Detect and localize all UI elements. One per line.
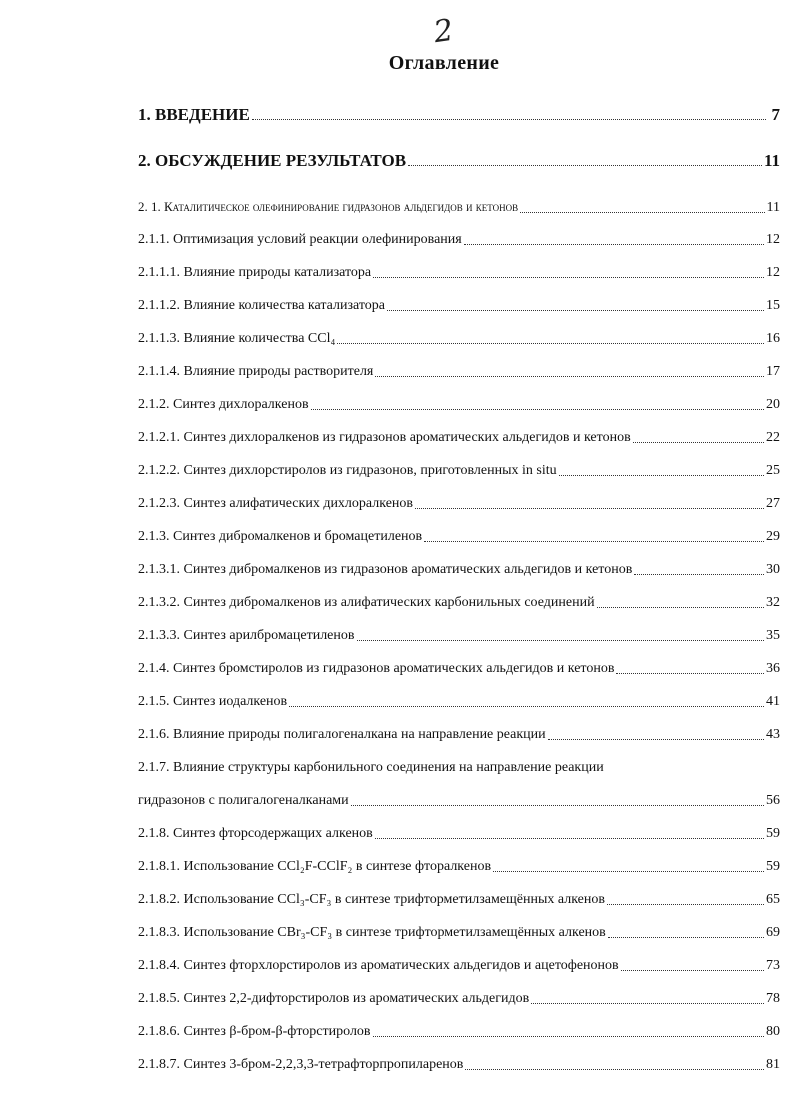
toc-entry-2-1-1-1[interactable]: 2.1.1.1. Влияние природы катализатора 12 [138,265,780,280]
toc-entry-2-1-2[interactable]: 2.1.2. Синтез дихлоралкенов 20 [138,397,780,412]
toc-entry-2-1-3-3[interactable]: 2.1.3.3. Синтез арилбромацетиленов 35 [138,628,780,643]
toc-entry-2-1-8[interactable]: 2.1.8. Синтез фторсодержащих алкенов 59 [138,826,780,841]
toc-entry-2-1-8-6[interactable]: 2.1.8.6. Синтез β-бром-β-фторстиролов 80 [138,1024,780,1039]
toc-entry-2-1-6[interactable]: 2.1.6. Влияние природы полигалогеналкана на направление реакции 43 [138,727,780,742]
toc-entry-2-1-8-3[interactable]: 2.1.8.3. Использование CBr₃-CF₃ в синтезе трифторметилзамещённых алкенов 69 [138,925,780,940]
toc-entry-intro[interactable]: 1. ВВЕДЕНИЕ 7 [138,105,780,124]
toc-entry-2-1-8-7[interactable]: 2.1.8.7. Синтез 3-бром-2,2,3,3-тетрафторпропиларенов 81 [138,1057,780,1072]
toc-entry-2-1-7[interactable]: гидразонов с полигалогеналканами 56 [138,793,780,808]
toc-entry-2-1-8-2[interactable]: 2.1.8.2. Использование CCl₃-CF₃ в синтезе трифторметилзамещённых алкенов 65 [138,892,780,907]
toc-entry-results[interactable]: 2. ОБСУЖДЕНИЕ РЕЗУЛЬТАТОВ 11 [138,151,780,170]
toc-entry-2-1-8-5[interactable]: 2.1.8.5. Синтез 2,2-дифторстиролов из ароматических альдегидов 78 [138,991,780,1006]
handwritten-page-number: 2 [431,12,456,51]
toc-entry-2-1-1-3[interactable]: 2.1.1.3. Влияние количества CCl₄ 16 [138,331,780,346]
toc-entry-2-1-4[interactable]: 2.1.4. Синтез бромстиролов из гидразонов ароматических альдегидов и кетонов 36 [138,661,780,676]
toc-entry-2-1-2-3[interactable]: 2.1.2.3. Синтез алифатических дихлоралкенов 27 [138,496,780,511]
toc-entry-2-1-2-2[interactable]: 2.1.2.2. Синтез дихлорстиролов из гидразонов, приготовленных in situ 25 [138,463,780,478]
toc-entry-2-1-5[interactable]: 2.1.5. Синтез иодалкенов 41 [138,694,780,709]
toc-entry-2-1-3[interactable]: 2.1.3. Синтез дибромалкенов и бромацетиленов 29 [138,529,780,544]
toc-entry-2-1[interactable]: 2. 1. Каталитическое олефинирование гидразонов альдегидов и кетонов 11 [138,199,780,215]
toc-entry-2-1-8-4[interactable]: 2.1.8.4. Синтез фторхлорстиролов из ароматических альдегидов и ацетофенонов 73 [138,958,780,973]
toc-entry-2-1-1-2[interactable]: 2.1.1.2. Влияние количества катализатора 15 [138,298,780,313]
toc-entry-2-1-8-1[interactable]: 2.1.8.1. Использование CCl₂F-CClF₂ в синтезе фторалкенов 59 [138,859,780,874]
toc-entry-2-1-3-2[interactable]: 2.1.3.2. Синтез дибромалкенов из алифатических карбонильных соединений 32 [138,595,780,610]
toc-entry-2-1-1-4[interactable]: 2.1.1.4. Влияние природы растворителя 17 [138,364,780,379]
toc-entry-2-1-3-1[interactable]: 2.1.3.1. Синтез дибромалкенов из гидразонов ароматических альдегидов и кетонов 30 [138,562,780,577]
page-title: Оглавление [388,52,500,74]
toc-entry-2-1-1[interactable]: 2.1.1. Оптимизация условий реакции олефинирования 12 [138,232,780,247]
toc-entry-2-1-2-1[interactable]: 2.1.2.1. Синтез дихлоралкенов из гидразонов ароматических альдегидов и кетонов 22 [138,430,780,445]
toc-entry-2-1-7-line1[interactable]: 2.1.7. Влияние структуры карбонильного соединения на направление реакции [138,760,604,775]
